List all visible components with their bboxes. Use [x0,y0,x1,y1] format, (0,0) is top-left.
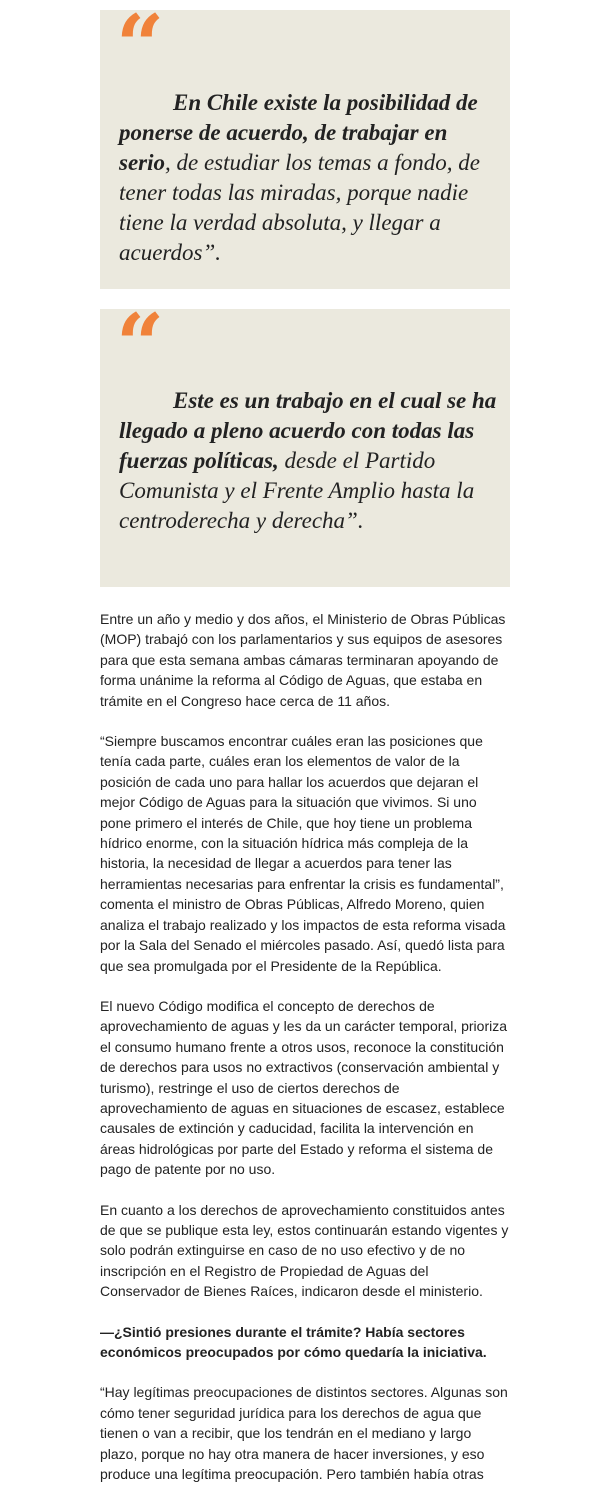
article-paragraph: “Hay legítimas preocupaciones de distintos sectores. Algunas son cómo tener seguridad jurídica para los derechos de agua que tienen o van a recibir, que los tendrán en el mediano y largo plazo, porque no hay otra manera de hacer inversiones, y eso produce una legítima preocupación. Pero también había otras [100,1384,508,1483]
article-paragraph: Entre un año y medio y dos años, el Ministerio de Obras Públicas (MOP) trabajó con los parlamentarios y sus equipos de asesores para que esta semana ambas cámaras terminaran apoyando de forma unánime la reforma al Código de Aguas, que estaba en trámite en el Congreso hace cerca de 11 años. [100,611,506,709]
article-paragraph: El nuevo Código modifica el concepto de derechos de aprovechamiento de aguas y les da un carácter temporal, prioriza el consumo humano frente a otros usos, reconoce la constitución de derechos para usos no extractivos (conservación ambiental y turismo), restringe el uso de ciertos derechos de aprovechamiento de aguas en situaciones de escasez, establece causales de extinción y caducidad, facilita la intervención en áreas hidrológicas por parte del Estado y reforma el sistema de pago de patente por no uso. [100,997,507,1178]
pull-quote-1 [100,0,510,289]
pull-quote-rest: desde el Partido Comunista y el Frente Amplio hasta la centroderecha y derecha”. [119,448,475,533]
article-paragraph: “Siempre buscamos encontrar cuáles eran las posiciones que tenía cada parte, cuáles eran los elementos de valor de la posición de cada uno para hallar los acuerdos que dejaran el mejor Código de Aguas para la situación que vivimos. Si uno pone primero el interés de Chile, que hoy tiene un problema hídrico enorme, con la situación hídrica más compleja de la historia, la necesidad de llegar a acuerdos para tener las herramientas necesarias para enfrentar la crisis es fundamental”, comenta el ministro de Obras Públicas, Alfredo Moreno, quien analiza el trabajo realizado y los impactos de esta reforma visada por la Sala del Senado el miércoles pasado. Así, quedó lista para que sea promulgada por el Presidente de la República. [100,733,506,974]
pull-quote-text [119,386,500,536]
pull-quote-bold: En Chile existe la posibilidad de ponerse de acuerdo, de trabajar en serio [119,90,478,175]
quote-mark-icon: “ [116,0,165,95]
article-column [100,0,510,1504]
interview-question: —¿Sintió presiones durante el trámite? Había sectores económicos preocupados por cómo quedaría la iniciativa. [100,1323,487,1360]
pull-quote-2 [100,295,510,587]
pull-quote-text [119,88,500,268]
pull-quote-rest: , de estudiar los temas a fondo, de tener todas las miradas, porque nadie tiene la verdad absoluta, y llegar a acuerdos”. [119,150,480,265]
quote-mark-icon: “ [116,295,165,394]
article-paragraph: En cuanto a los derechos de aprovechamiento constituidos antes de que se publique esta ley, estos continuarán estando vigentes y solo podrán extinguirse en caso de no uso efectivo y de no inscripción en el Registro de Propiedad de Aguas del Conservador de Bienes Raíces, indicaron desde el ministerio. [100,1201,509,1300]
pull-quote-bold: Este es un trabajo en el cual se ha llegado a pleno acuerdo con todas las fuerzas políticas, [119,388,497,473]
article-body [100,609,510,1484]
